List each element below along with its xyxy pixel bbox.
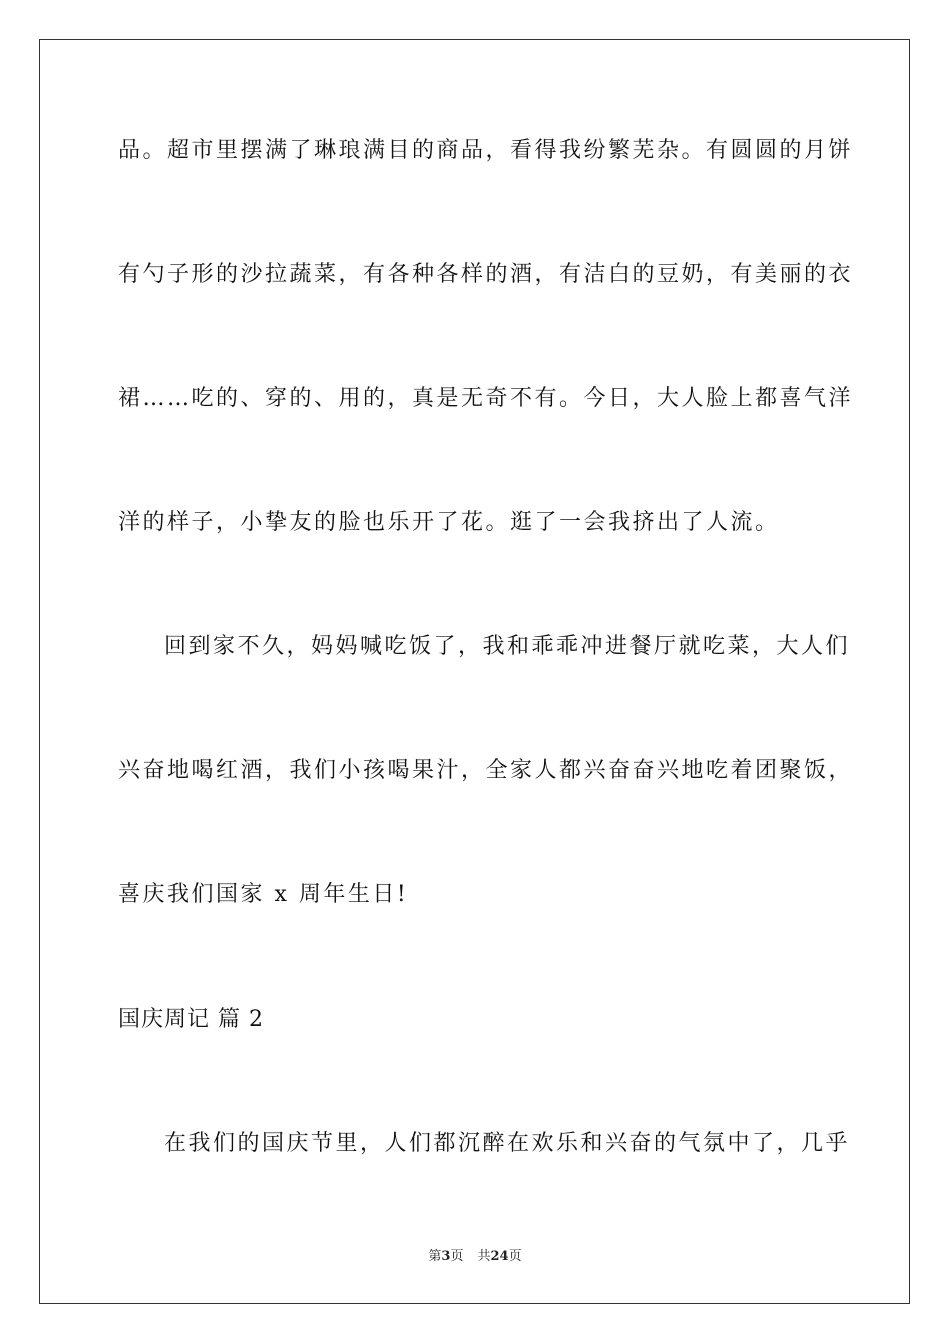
paragraph-line: 回到家不久，妈妈喊吃饭了，我和乖乖冲进餐厅就吃菜，大人们 <box>164 634 851 659</box>
section-heading: 国庆周记 篇 2 <box>118 1007 264 1032</box>
paragraph-line: 喜庆我们国家 x 周年生日! <box>118 882 409 907</box>
page-footer <box>0 1249 950 1265</box>
total-prefix: 共 <box>477 1249 491 1264</box>
total-suffix: 页 <box>508 1249 522 1264</box>
total-pages: 24 <box>490 1249 509 1264</box>
page-suffix: 页 <box>450 1249 464 1264</box>
page-frame <box>39 39 910 1304</box>
paragraph-line: 在我们的国庆节里，人们都沉醉在欢乐和兴奋的气氛中了，几乎 <box>164 1131 851 1156</box>
paragraph-line: 洋的样子，小挚友的脸也乐开了花。逛了一会我挤出了人流。 <box>118 510 780 535</box>
paragraph-line: 裙……吃的、穿的、用的，真是无奇不有。今日，大人脸上都喜气洋 <box>118 386 854 411</box>
page-number: 3 <box>441 1249 451 1264</box>
paragraph-line: 品。超市里摆满了琳琅满目的商品，看得我纷繁芜杂。有圆圆的月饼 <box>118 138 854 163</box>
page-prefix: 第 <box>428 1249 442 1264</box>
paragraph-line: 有勺子形的沙拉蔬菜，有各种各样的酒，有洁白的豆奶，有美丽的衣 <box>118 262 854 287</box>
paragraph-line: 兴奋地喝红酒，我们小孩喝果汁，全家人都兴奋奋兴地吃着团聚饭， <box>118 758 854 783</box>
